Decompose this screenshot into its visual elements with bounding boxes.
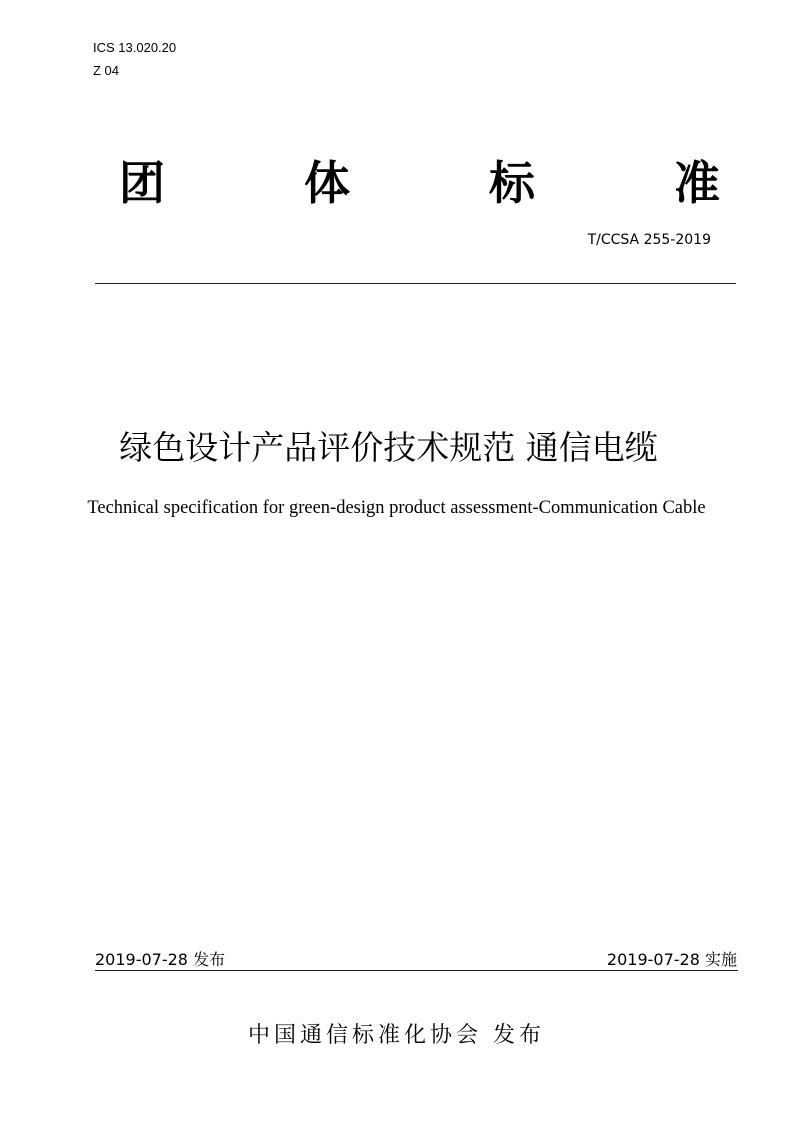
- standard-type-char: 团: [119, 156, 165, 210]
- category-code: Z 04: [93, 63, 120, 78]
- document-title-cn: 绿色设计产品评价技术规范 通信电缆: [119, 428, 658, 467]
- publisher: 中国通信标准化协会 发布: [248, 1023, 545, 1048]
- implement-date: 2019-07-28 实施: [606, 950, 737, 969]
- standard-type-char: 准: [674, 156, 720, 210]
- publish-date: 2019-07-28 发布: [95, 950, 226, 969]
- footer-divider: [95, 970, 738, 971]
- standard-code: T/CCSA 255-2019: [587, 232, 711, 248]
- header-divider: [95, 283, 736, 284]
- standard-type-char: 体: [304, 156, 350, 210]
- document-title-en: Technical specification for green-design product assessment-Communication Cable: [87, 498, 706, 518]
- standard-type-char: 标: [489, 156, 535, 210]
- ics-code: ICS 13.020.20: [93, 40, 177, 55]
